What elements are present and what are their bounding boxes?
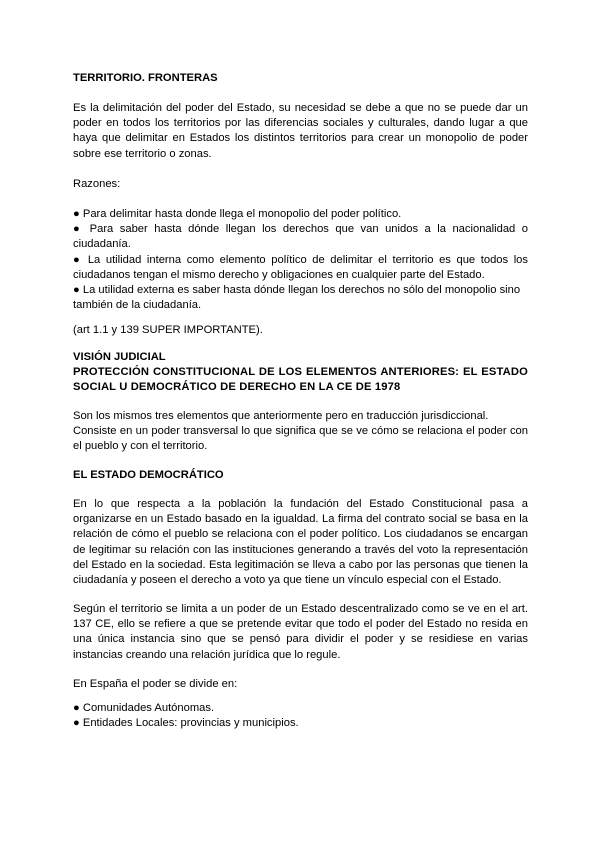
razones-list <box>73 207 528 313</box>
heading-territorio: TERRITORIO. FRONTERAS <box>73 72 218 84</box>
heading-proteccion-constitucional: PROTECCIÓN CONSTITUCIONAL DE LOS ELEMENTOS ANTERIORES: EL ESTADO SOCIAL U DEMOCRÁTICO DE DERECHO EN LA CE DE 1978 <box>73 366 528 394</box>
list-item: ● Entidades Locales: provincias y municipios. <box>73 717 299 730</box>
razones-label: Razones: <box>73 178 121 190</box>
paragraph-delimitacion: Es la delimitación del poder del Estado, su necesidad se debe a que no se puede dar un poder en todos los territorios por las diferencias sociales y culturales, dando lugar a que haya que delimitar en Estados los distintos territorios para crear un monopolio de poder sobre ese territorio o zonas. <box>73 102 528 160</box>
article-note: (art 1.1 y 139 SUPER IMPORTANTE). <box>73 324 263 336</box>
heading-vision-judicial: VISIÓN JUDICIAL <box>73 351 166 363</box>
paragraph-territorio-descentralizado: Según el territorio se limita a un poder de un Estado descentralizado como se ve en el art. 137 CE, ello se refiere a que se pretende evitar que todo el poder del Estado no resida en una única instancia sino que se pensó para dividir el poder y se residiese en varias instancias creando una relación jurídica que lo regule. <box>73 603 528 661</box>
list-item: ● La utilidad externa es saber hasta dónde llegan los derechos no sólo del monopolio sino también de la ciudadanía. <box>73 284 521 312</box>
paragraph-espana: En España el poder se divide en: <box>73 678 238 690</box>
list-item: ● Para delimitar hasta donde llega el monopolio del poder político. <box>73 208 402 220</box>
heading-estado-democratico: EL ESTADO DEMOCRÁTICO <box>73 469 224 481</box>
list-item: ● La utilidad interna como elemento político de delimitar el territorio es que todos los ciudadanos tengan el mismo derecho y obligaciones en cualquier parte del Estado. <box>73 253 528 281</box>
list-item: ● Comunidades Autónomas. <box>73 702 215 714</box>
paragraph-mismos-elementos: Son los mismos tres elementos que anteriormente pero en traducción jurisdiccional. <box>73 410 489 422</box>
list-item: ● Para saber hasta dónde llegan los derechos que van unidos a la nacionalidad o ciudadanía. <box>73 223 528 251</box>
paragraph-poblacion: En lo que respecta a la población la fundación del Estado Constitucional pasa a organizarse en un Estado basado en la igualdad. La firma del contrato social se basa en la relación de cómo el pueblo se relaciona con el poder político. Los ciudadanos se encargan de legitimar su relación con las instituciones generando a través del voto la representación del Estado en la sociedad. Esta legitimación se lleva a cabo por las personas que tienen la ciudadanía y poseen el derecho a voto ya que tiene un vínculo especial con el Estado. <box>73 498 528 587</box>
paragraph-poder-transversal: Consiste en un poder transversal lo que significa que se ve cómo se relaciona el poder con el pueblo y con el territorio. <box>73 425 528 453</box>
divisiones-list <box>73 701 528 731</box>
